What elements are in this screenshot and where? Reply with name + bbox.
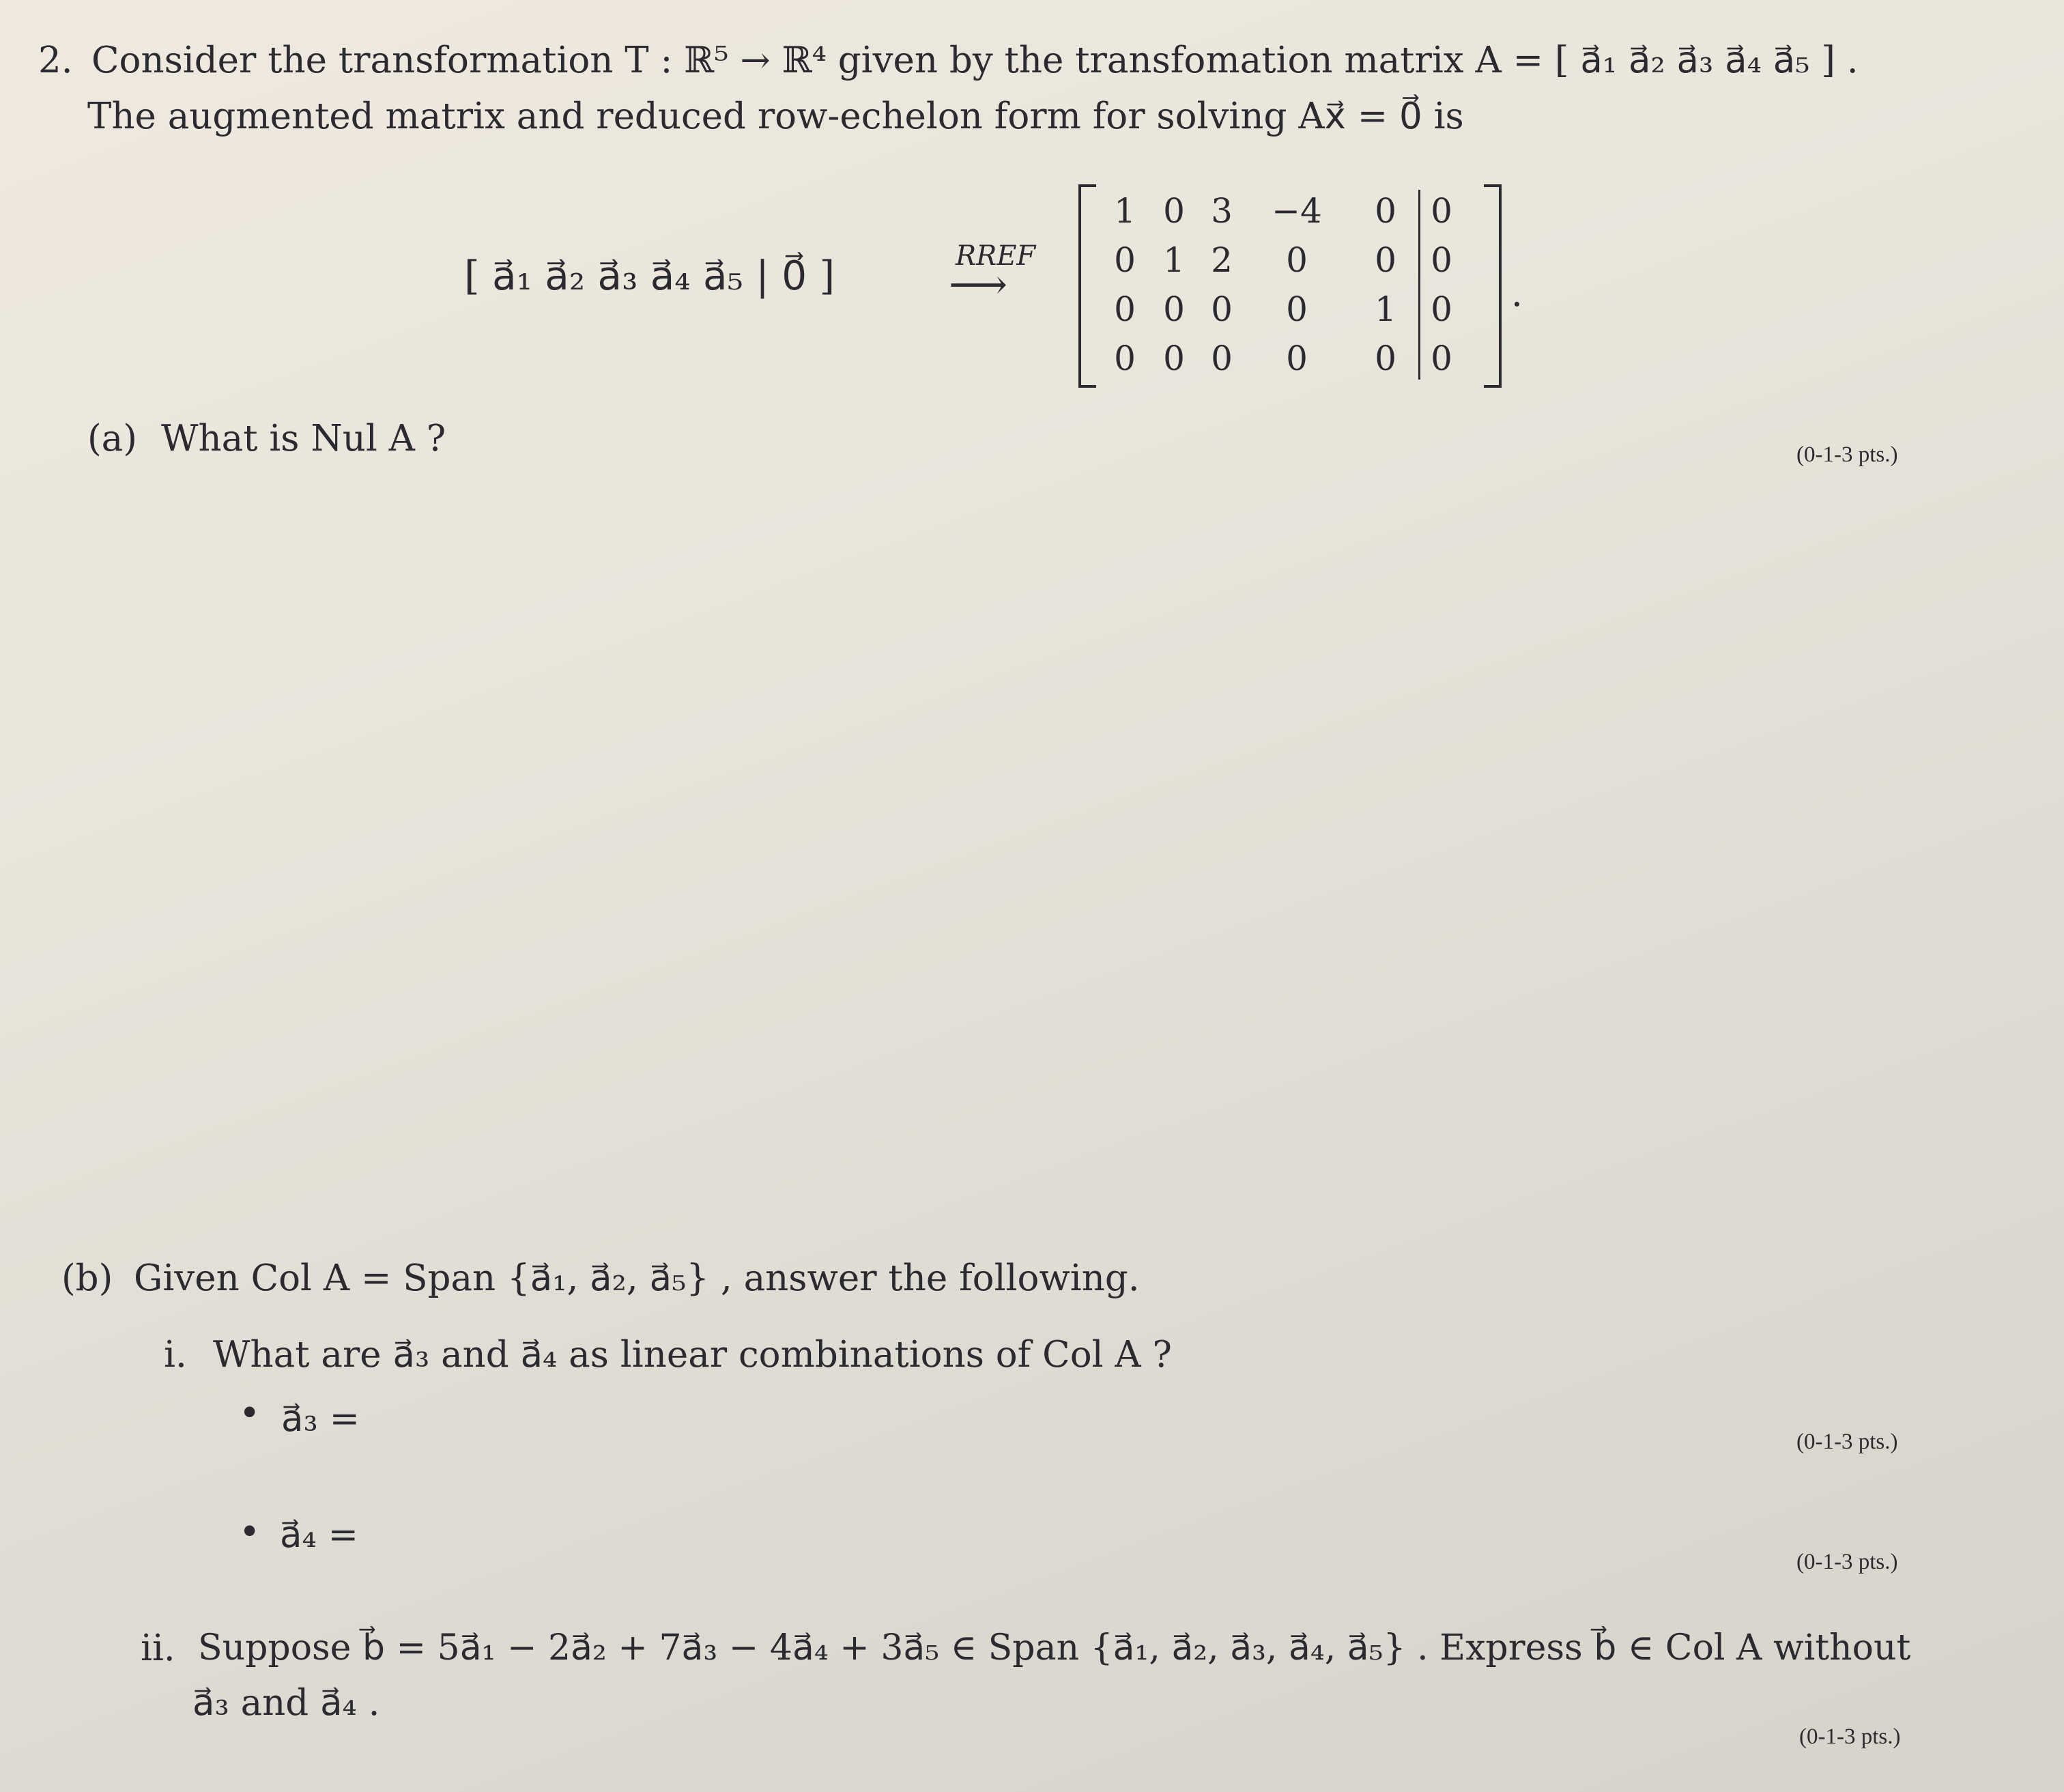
matrix-left-bracket — [1078, 184, 1096, 388]
bullet-a3-label: a⃗₃ = — [281, 1398, 360, 1440]
matrix-cell: 0 — [1163, 289, 1185, 329]
matrix-cell: 0 — [1375, 191, 1396, 231]
rref-arrow: ⟶ — [949, 261, 1005, 309]
matrix-cell: 3 — [1211, 191, 1233, 231]
bullet-a3-points: (0-1-3 pts.) — [1796, 1430, 1898, 1454]
problem-number: 2. — [38, 40, 73, 81]
part-b-ii-points: (0-1-3 pts.) — [1799, 1724, 1901, 1749]
bullet-2: • — [239, 1511, 261, 1553]
augmented-left-matrix: [ a⃗₁ a⃗₂ a⃗₃ a⃗₄ a⃗₅ | 0⃗ ] — [464, 253, 835, 299]
part-a-question: What is Nul A ? — [161, 418, 446, 459]
part-a-points: (0-1-3 pts.) — [1796, 442, 1898, 467]
rref-label: RREF — [956, 240, 1036, 272]
matrix-cell: 0 — [1114, 289, 1136, 329]
matrix-cell: 0 — [1375, 339, 1396, 378]
matrix-cell: 0 — [1163, 339, 1185, 378]
part-b-i-question: What are a⃗₃ and a⃗₄ as linear combinations of Col A ? — [213, 1334, 1172, 1376]
part-a-label: (a) — [87, 418, 137, 459]
matrix-cell: 0 — [1431, 240, 1452, 280]
matrix-trailing-period: . — [1511, 273, 1523, 315]
part-b-ii-line2: a⃗₃ and a⃗₄ . — [192, 1682, 380, 1724]
matrix-cell: 0 — [1114, 339, 1136, 378]
matrix-cell: 0 — [1431, 339, 1452, 378]
matrix-cell: 0 — [1114, 240, 1136, 280]
bullet-a4-points: (0-1-3 pts.) — [1796, 1550, 1898, 1574]
matrix-cell: 1 — [1114, 191, 1136, 231]
matrix-cell: 0 — [1211, 289, 1233, 329]
matrix-cell: 1 — [1375, 289, 1396, 329]
bullet-a4-label: a⃗₄ = — [280, 1514, 358, 1556]
bullet-1: • — [239, 1393, 261, 1434]
part-b-ii-label: ii. — [141, 1627, 175, 1669]
rref-matrix — [1078, 184, 1502, 389]
matrix-cell: 1 — [1163, 240, 1185, 280]
part-b-label: (b) — [61, 1257, 113, 1299]
matrix-cell: 0 — [1286, 240, 1308, 280]
part-b-ii-line1: Suppose b⃗ = 5a⃗₁ − 2a⃗₂ + 7a⃗₃ − 4a⃗₄ + 3a⃗₅ ∈ Span {a⃗₁, a⃗₂, a⃗₃, a⃗₄, a⃗₅} . Express b⃗ ∈ Col A without — [198, 1627, 1911, 1668]
matrix-cell: 0 — [1375, 240, 1396, 280]
matrix-right-bracket — [1484, 184, 1502, 388]
matrix-cell: 0 — [1431, 191, 1452, 231]
problem-intro-line2: The augmented matrix and reduced row-echelon form for solving Ax⃗ = 0⃗ is — [87, 96, 1464, 137]
part-b-intro: Given Col A = Span {a⃗₁, a⃗₂, a⃗₅} , answer the following. — [134, 1257, 1140, 1299]
matrix-cell: 0 — [1286, 289, 1308, 329]
matrix-cell: 2 — [1211, 240, 1233, 280]
matrix-cell: −4 — [1272, 191, 1322, 231]
matrix-cell: 0 — [1286, 339, 1308, 378]
matrix-cell: 0 — [1211, 339, 1233, 378]
problem-intro-line1: Consider the transformation T : ℝ⁵ → ℝ⁴ given by the transfomation matrix A = [ a⃗₁ a⃗₂ a⃗₃ a⃗₄ a⃗₅ ] . — [91, 40, 1859, 81]
matrix-cell: 0 — [1163, 191, 1185, 231]
matrix-cell: 0 — [1431, 289, 1452, 329]
part-b-i-label: i. — [164, 1334, 187, 1376]
augment-separator — [1418, 190, 1420, 380]
